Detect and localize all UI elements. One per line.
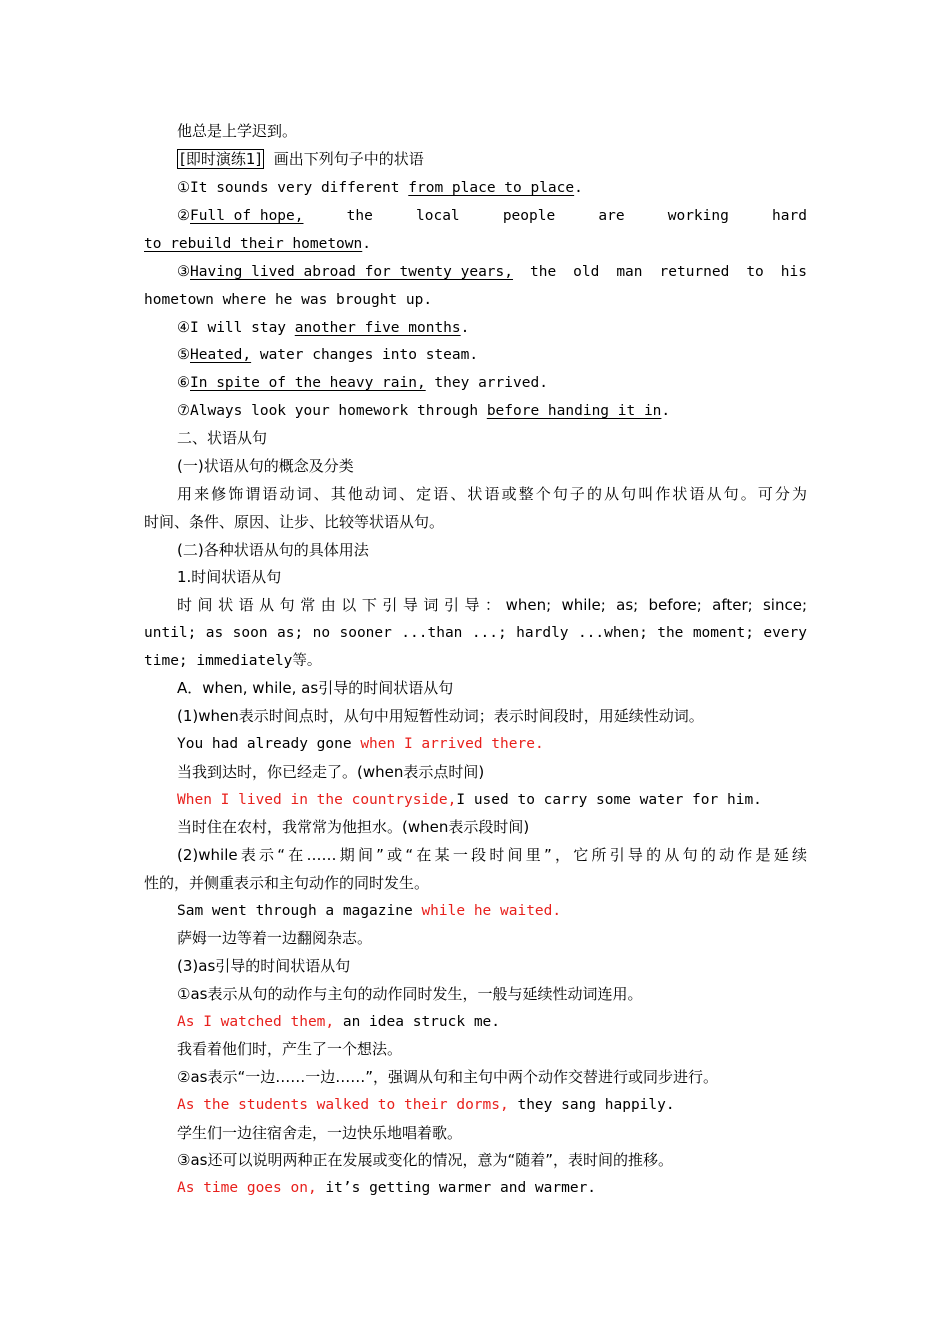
- exercise-1-text: ①It sounds very different: [177, 180, 409, 196]
- subsection-a-heading: A．when, while, as引导的时间状语从句: [177, 679, 454, 697]
- example-6: [177, 1178, 596, 1198]
- example-3-translation: 萨姆一边等着一边翻阅杂志。: [177, 929, 373, 947]
- exercise-2-word: working: [667, 208, 729, 224]
- example-2-clause: When I lived in the countryside,: [177, 792, 457, 808]
- exercise-6-adverbial: In spite of the heavy rain,: [190, 375, 426, 391]
- exercise-2-word: are: [598, 208, 625, 224]
- example-4: [177, 1012, 500, 1032]
- exercise-5: [177, 345, 478, 365]
- conjunctions-line-1: 时间状语从句常由以下引导词引导：when; while; as; before; after; since;: [177, 596, 807, 614]
- exercise-2-start: [177, 206, 304, 226]
- exercise-4: [177, 318, 469, 338]
- subsection-1-heading: 1.时间状语从句: [177, 568, 282, 586]
- section-2-2-heading: (二)各种状语从句的具体用法: [177, 541, 369, 559]
- example-5-main: they sang happily.: [508, 1097, 675, 1113]
- example-4-clause: As I watched them,: [177, 1014, 335, 1030]
- example-3-end: .: [552, 903, 562, 919]
- section-2-heading: 二、状语从句: [177, 429, 268, 447]
- rule-2-line-2: 性的，并侧重表示和主句动作的同时发生。: [144, 874, 430, 892]
- exercise-3-line2: hometown where he was brought up.: [144, 292, 433, 308]
- rule-3: (3)as引导的时间状语从句: [177, 957, 351, 975]
- exercise-3-number: ③: [177, 264, 190, 280]
- exercise-2-word: the: [346, 208, 373, 224]
- exercise-4-text: ④I will stay: [177, 320, 295, 336]
- exercise-7-text: ⑦Always look your homework through: [177, 403, 487, 419]
- exercise-2-word: local: [416, 208, 460, 224]
- practice-heading: [177, 149, 424, 169]
- example-4-main: an idea struck me.: [334, 1014, 501, 1030]
- exercise-3-adverbial: Having lived abroad for twenty years,: [190, 264, 514, 280]
- exercise-2-number: ②: [177, 208, 190, 224]
- exercise-2-word: hard: [772, 208, 807, 224]
- definition-line-1: 用来修饰谓语动词、其他动词、定语、状语或整个句子的从句叫作状语从句。可分为: [177, 485, 807, 503]
- exercise-3-word: the: [529, 264, 557, 280]
- example-1-end: .: [534, 736, 544, 752]
- example-3-clause: while he waited: [421, 903, 553, 919]
- example-2: [177, 790, 762, 810]
- example-6-clause: As time goes on,: [177, 1180, 317, 1196]
- line-late-sentence: 他总是上学迟到。: [177, 122, 298, 140]
- conjunctions-line-3: time; immediately等。: [144, 653, 322, 669]
- rule-3-point-1: ①as表示从句的动作与主句的动作同时发生，一般与延续性动词连用。: [177, 985, 643, 1003]
- exercise-6-text: they arrived.: [425, 375, 548, 391]
- exercise-5-adverbial: Heated,: [190, 347, 252, 363]
- definition-line-2: 时间、条件、原因、让步、比较等状语从句。: [144, 513, 445, 531]
- example-5: [177, 1095, 675, 1115]
- example-2-translation: 当时住在农村，我常常为他担水。(when表示段时间): [177, 818, 530, 836]
- exercise-3-word: man: [616, 264, 643, 280]
- exercise-1: [177, 178, 583, 198]
- example-5-translation: 学生们一边往宿舍走，一边快乐地唱着歌。: [177, 1124, 463, 1142]
- conjunctions-line-2: until; as soon as; no sooner ...than ...; hardly ...when; the moment; every: [144, 625, 807, 641]
- practice-tag: [即时演练1]: [177, 149, 264, 169]
- rule-3-point-2: ②as表示“一边……一边……”，强调从句和主句中两个动作交替进行或同步进行。: [177, 1068, 718, 1086]
- example-3-main: Sam went through a magazine: [177, 903, 422, 919]
- example-6-main: it’s getting warmer and warmer.: [316, 1180, 597, 1196]
- example-5-clause: As the students walked to their dorms,: [177, 1097, 509, 1113]
- exercise-3-word: to: [746, 264, 764, 280]
- exercise-3-start: [177, 262, 513, 282]
- exercise-3-word: old: [573, 264, 600, 280]
- exercise-2-line2: [144, 234, 371, 254]
- section-2-1-heading: (一)状语从句的概念及分类: [177, 457, 354, 475]
- exercise-3-word: his: [780, 264, 807, 280]
- exercise-1-end: .: [574, 180, 583, 196]
- example-4-translation: 我看着他们时，产生了一个想法。: [177, 1040, 403, 1058]
- exercise-7-end: .: [661, 403, 671, 419]
- example-3: [177, 901, 561, 921]
- exercise-7: [177, 401, 670, 421]
- example-1-translation: 当我到达时，你已经走了。(when表示点时间): [177, 763, 485, 781]
- exercise-2-adverbial-1: Full of hope,: [190, 208, 304, 224]
- exercise-2-word: people: [502, 208, 556, 224]
- exercise-2-end: .: [362, 236, 371, 252]
- rule-2-line-1: (2)while表示“在……期间”或“在某一段时间里”，它所引导的从句的动作是延续: [177, 846, 807, 864]
- exercise-4-end: .: [460, 320, 470, 336]
- exercise-1-adverbial: from place to place: [408, 180, 575, 196]
- exercise-5-text: water changes into steam.: [251, 347, 479, 363]
- exercise-6: [177, 373, 548, 393]
- exercise-7-adverbial: before handing it in: [486, 403, 662, 419]
- example-1-main: You had already gone: [177, 736, 361, 752]
- example-2-main: I used to carry some water for him.: [456, 792, 762, 808]
- example-1-clause: when I arrived there: [360, 736, 535, 752]
- exercise-3-word: returned: [659, 264, 730, 280]
- rule-1: (1)when表示时间点时，从句中用短暂性动词；表示时间段时，用延续性动词。: [177, 707, 704, 725]
- exercise-6-number: ⑥: [177, 375, 190, 391]
- exercise-2-adverbial-2: to rebuild their hometown: [144, 236, 363, 252]
- practice-instruction: 画出下列句子中的状语: [273, 150, 424, 168]
- exercise-2-line1: [177, 206, 807, 226]
- example-1: [177, 734, 544, 754]
- exercise-5-number: ⑤: [177, 347, 190, 363]
- rule-3-point-3: ③as还可以说明两种正在发展或变化的情况，意为“随着”，表时间的推移。: [177, 1151, 673, 1169]
- exercise-4-adverbial: another five months: [294, 320, 461, 336]
- exercise-3-line1: [177, 262, 807, 282]
